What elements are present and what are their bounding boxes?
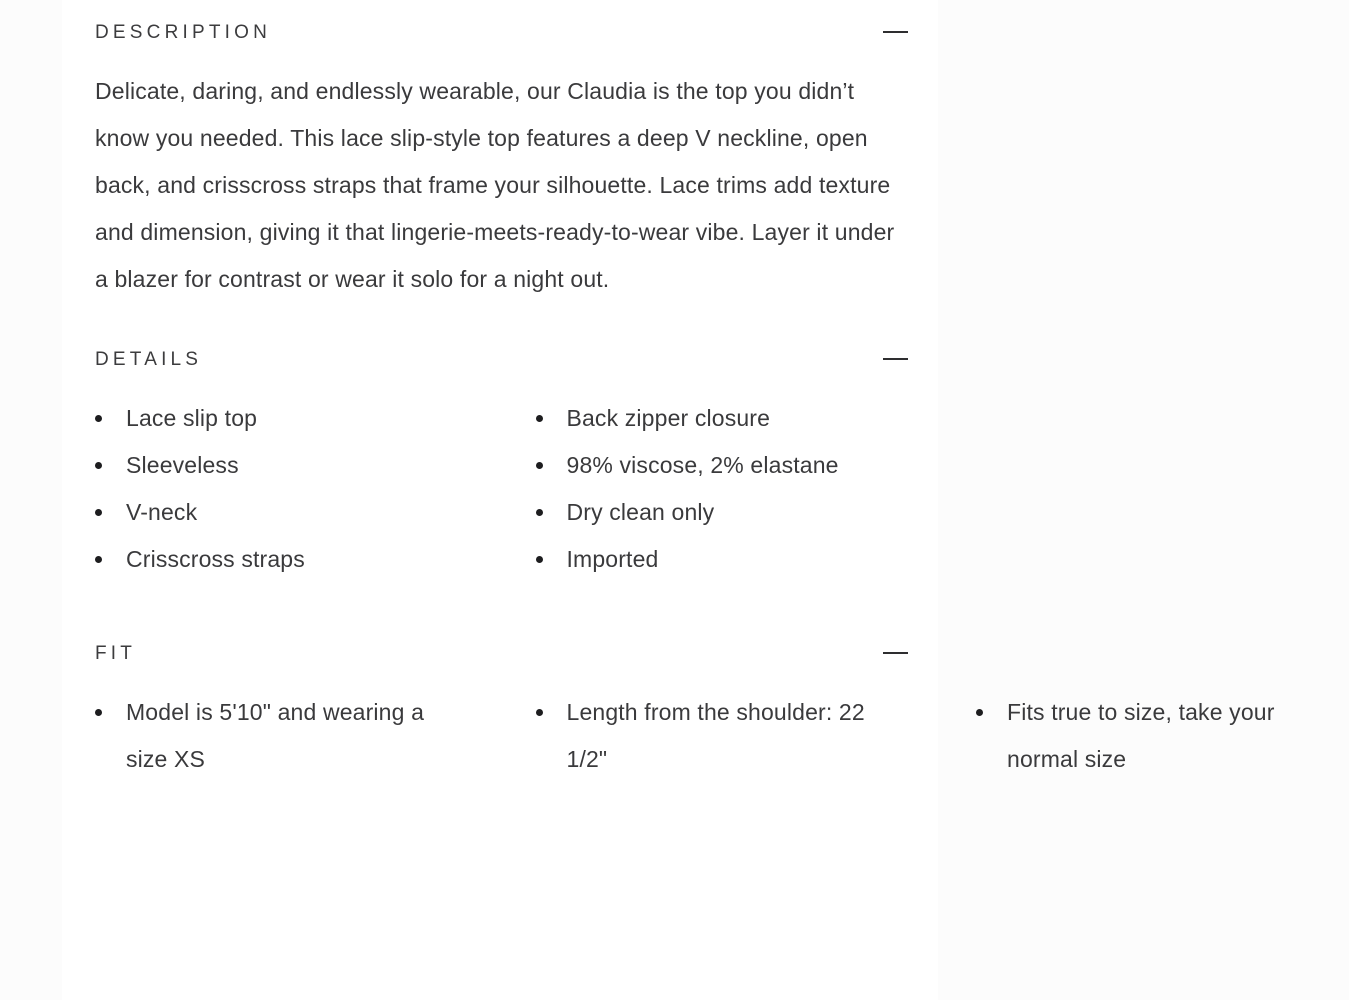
list-item: Fits true to size, take your normal size bbox=[976, 689, 1349, 783]
section-body-fit bbox=[95, 685, 1275, 839]
minus-icon[interactable] bbox=[883, 358, 908, 360]
list-item: Lace slip top bbox=[95, 395, 468, 442]
section-body-description bbox=[95, 64, 908, 303]
list-item: 98% viscose, 2% elastane bbox=[536, 442, 909, 489]
section-title-details: DETAILS bbox=[95, 348, 203, 370]
list-item: Dry clean only bbox=[536, 489, 909, 536]
details-bullet-list bbox=[95, 395, 908, 595]
list-item: Crisscross straps bbox=[95, 536, 468, 583]
product-info-accordion bbox=[95, 0, 1275, 839]
list-item: V-neck bbox=[95, 489, 468, 536]
list-item: Length from the shoulder: 22 1/2" bbox=[536, 689, 909, 783]
spacer bbox=[95, 595, 908, 621]
minus-icon[interactable] bbox=[883, 31, 908, 33]
section-body-details bbox=[95, 391, 908, 595]
section-header-fit[interactable] bbox=[95, 621, 908, 685]
minus-icon[interactable] bbox=[883, 652, 908, 654]
list-item: Sleeveless bbox=[95, 442, 468, 489]
section-header-description[interactable] bbox=[95, 0, 908, 64]
section-title-fit: FIT bbox=[95, 642, 137, 664]
list-item: Back zipper closure bbox=[536, 395, 909, 442]
spacer bbox=[95, 303, 908, 327]
section-header-details[interactable] bbox=[95, 327, 908, 391]
section-title-description: DESCRIPTION bbox=[95, 21, 272, 43]
list-item: Model is 5'10" and wearing a size XS bbox=[95, 689, 468, 783]
list-item: Imported bbox=[536, 536, 909, 583]
fit-bullet-list bbox=[95, 689, 1275, 839]
description-paragraph: Delicate, daring, and endlessly wearable, our Claudia is the top you didn’t know you needed. This lace slip-style top features a deep V neckline, open back, and crisscross straps that frame your silhouette. Lace trims add texture and dimension, giving it that lingerie-meets-ready-to-wear vibe. Layer it under a blazer for contrast or wear it solo for a night out. bbox=[95, 78, 895, 292]
content-panel bbox=[62, 0, 1275, 1000]
